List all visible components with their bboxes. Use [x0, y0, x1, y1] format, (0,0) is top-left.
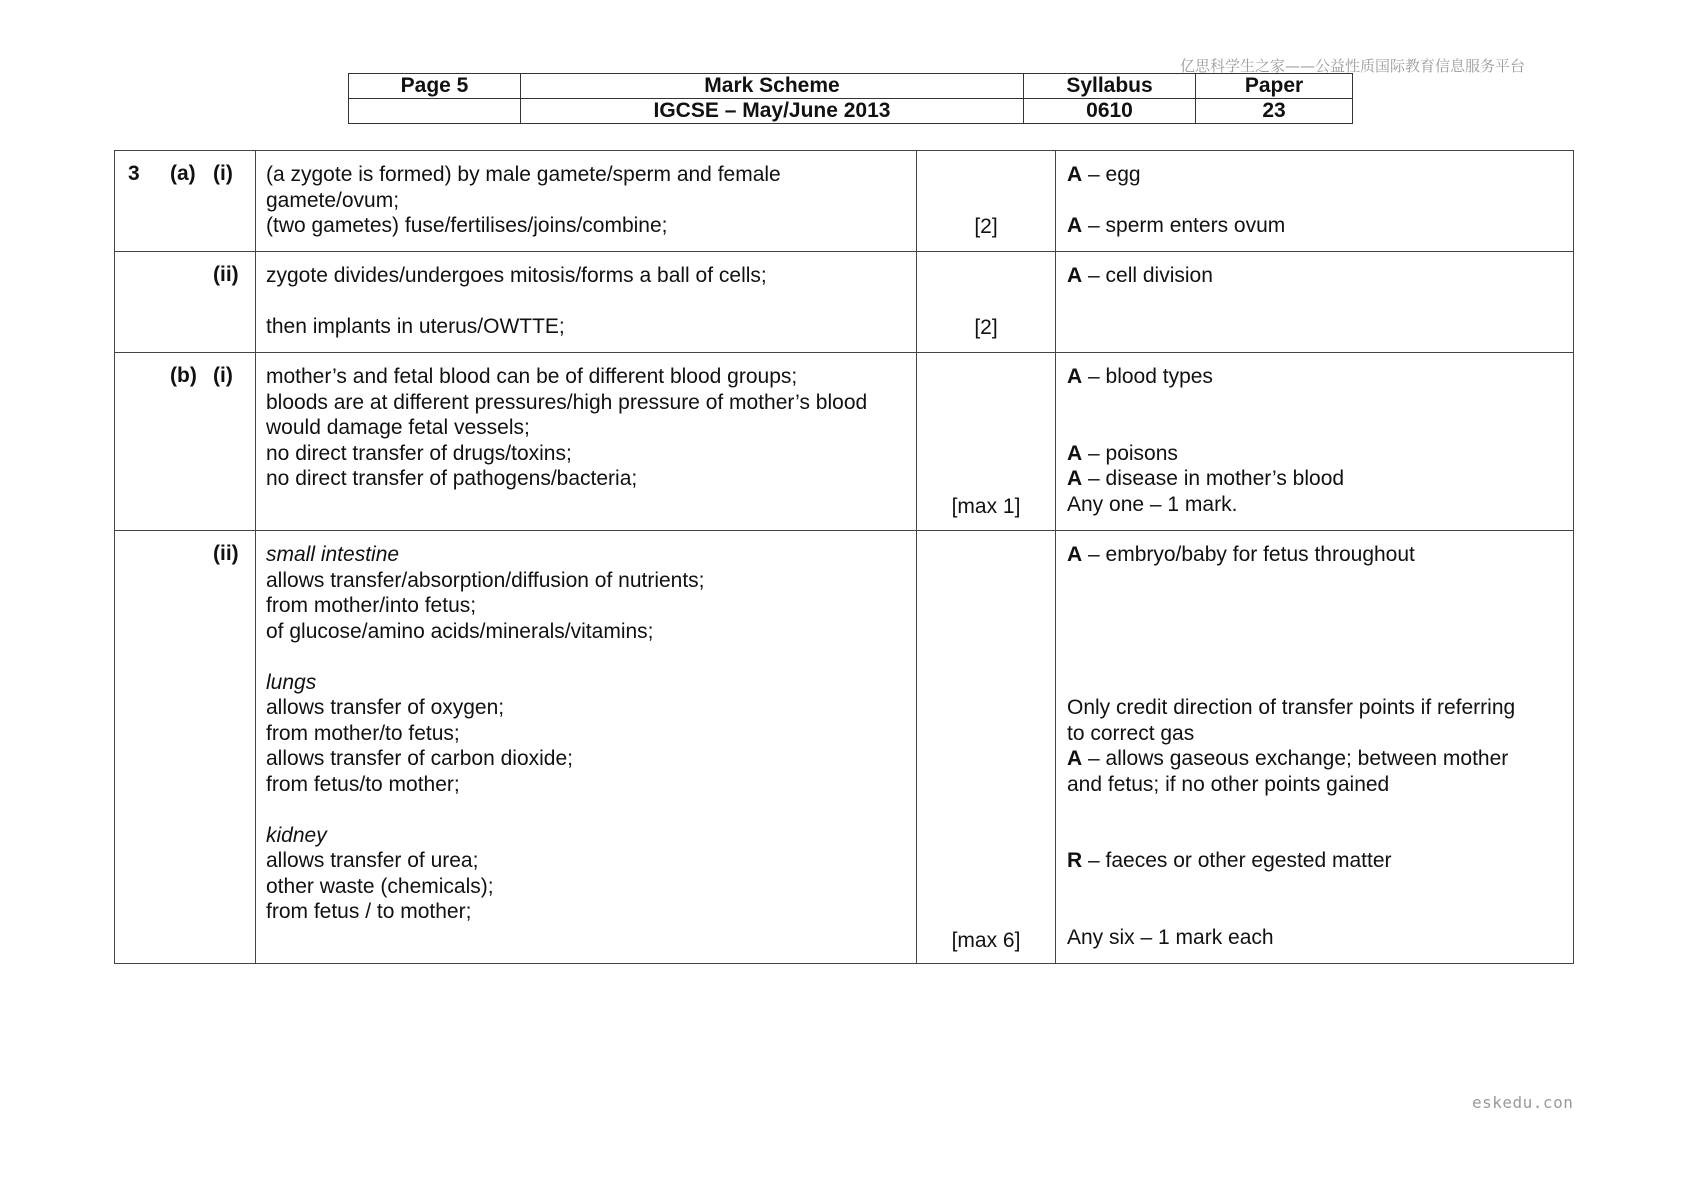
question-part: (b): [170, 364, 197, 387]
watermark-top: 亿思科学生之家——公益性质国际教育信息服务平台: [1180, 57, 1526, 75]
mark-value: [max 1]: [951, 495, 1021, 518]
guidance-line: and fetus; if no other points gained: [1067, 772, 1390, 796]
guidance-line: A – cell division: [1067, 264, 1213, 287]
mark-cell: [917, 531, 1056, 964]
answer-cell: [256, 531, 917, 964]
guidance-cell: [1056, 151, 1574, 252]
question-number-cell: [115, 353, 256, 531]
answer-line: allows transfer of carbon dioxide;: [266, 747, 573, 770]
guidance-line: A – disease in mother’s blood: [1067, 467, 1345, 490]
answer-heading-lungs: lungs: [266, 670, 317, 694]
answer-line: zygote divides/undergoes mitosis/forms a ball of cells;: [266, 264, 767, 287]
answer-line: bloods are at different pressures/high pressure of mother’s blood: [266, 390, 868, 414]
guidance-line: Any six – 1 mark each: [1067, 925, 1274, 949]
answer-line: no direct transfer of drugs/toxins;: [266, 441, 572, 465]
mark-cell: [917, 353, 1056, 531]
mark-scheme-table: [114, 150, 1574, 964]
answer-line: no direct transfer of pathogens/bacteria;: [266, 467, 638, 490]
question-subpart: (ii): [213, 542, 239, 565]
mark-cell: [917, 151, 1056, 252]
guidance-line: Only credit direction of transfer points if referring: [1067, 696, 1516, 719]
header-page: Page 5: [349, 74, 521, 99]
answer-line: allows transfer of oxygen;: [266, 696, 505, 719]
answer-cell: [256, 151, 917, 252]
guidance-cell: [1056, 353, 1574, 531]
guidance-cell: [1056, 531, 1574, 964]
table-row: [115, 252, 1574, 353]
guidance-cell: [1056, 252, 1574, 353]
answer-line: (two gametes) fuse/fertilises/joins/combine;: [266, 214, 668, 237]
answer-line: allows transfer of urea;: [266, 849, 479, 872]
answer-line: from fetus / to mother;: [266, 900, 472, 923]
mark-value: [max 6]: [951, 929, 1021, 952]
header-table: [348, 73, 1353, 124]
answer-cell: [256, 252, 917, 353]
question-number-cell: [115, 151, 256, 252]
guidance-line: A – poisons: [1067, 441, 1178, 465]
answer-line: from mother/to fetus;: [266, 721, 460, 745]
answer-line: from fetus/to mother;: [266, 772, 460, 796]
table-row: [115, 353, 1574, 531]
answer-line: then implants in uterus/OWTTE;: [266, 315, 565, 338]
answer-heading-kidney: kidney: [266, 823, 327, 847]
header-paper: 23: [1196, 99, 1353, 124]
question-subpart: (i): [213, 162, 233, 185]
answer-line: allows transfer/absorption/diffusion of nutrients;: [266, 568, 705, 592]
guidance-line: A – blood types: [1067, 365, 1213, 388]
header-paper-label: Paper: [1196, 74, 1353, 99]
header-mark-scheme: Mark Scheme: [521, 74, 1024, 99]
mark-value: [2]: [974, 316, 998, 339]
answer-line: gamete/ovum;: [266, 188, 400, 212]
header-syllabus-label: Syllabus: [1024, 74, 1196, 99]
mark-cell: [917, 252, 1056, 353]
table-row: [115, 151, 1574, 252]
guidance-line: A – embryo/baby for fetus throughout: [1067, 543, 1415, 566]
question-part: (a): [170, 162, 196, 185]
guidance-line: A – egg: [1067, 163, 1141, 186]
answer-line: would damage fetal vessels;: [266, 416, 530, 439]
header-exam: IGCSE – May/June 2013: [521, 99, 1024, 124]
question-subpart: (i): [213, 364, 233, 387]
answer-heading-small-intestine: small intestine: [266, 543, 400, 566]
question-subpart: (ii): [213, 263, 239, 286]
question-number-cell: [115, 252, 256, 353]
answer-line: mother’s and fetal blood can be of different blood groups;: [266, 365, 798, 388]
answer-line: (a zygote is formed) by male gamete/sperm and female: [266, 163, 781, 186]
watermark-bottom: eskedu.con: [1472, 1093, 1574, 1112]
guidance-line: Any one – 1 mark.: [1067, 492, 1238, 516]
header-syllabus: 0610: [1024, 99, 1196, 124]
guidance-line: A – sperm enters ovum: [1067, 214, 1286, 237]
header-blank: [349, 99, 521, 124]
answer-line: other waste (chemicals);: [266, 874, 494, 898]
answer-line: from mother/into fetus;: [266, 594, 477, 617]
guidance-line: R – faeces or other egested matter: [1067, 849, 1392, 872]
mark-value: [2]: [974, 215, 998, 238]
answer-line: of glucose/amino acids/minerals/vitamins;: [266, 619, 654, 643]
guidance-line: A – allows gaseous exchange; between mother: [1067, 747, 1509, 770]
question-number-cell: [115, 531, 256, 964]
guidance-line: to correct gas: [1067, 721, 1195, 745]
answer-cell: [256, 353, 917, 531]
question-number: 3: [128, 162, 140, 185]
table-row: [115, 531, 1574, 964]
